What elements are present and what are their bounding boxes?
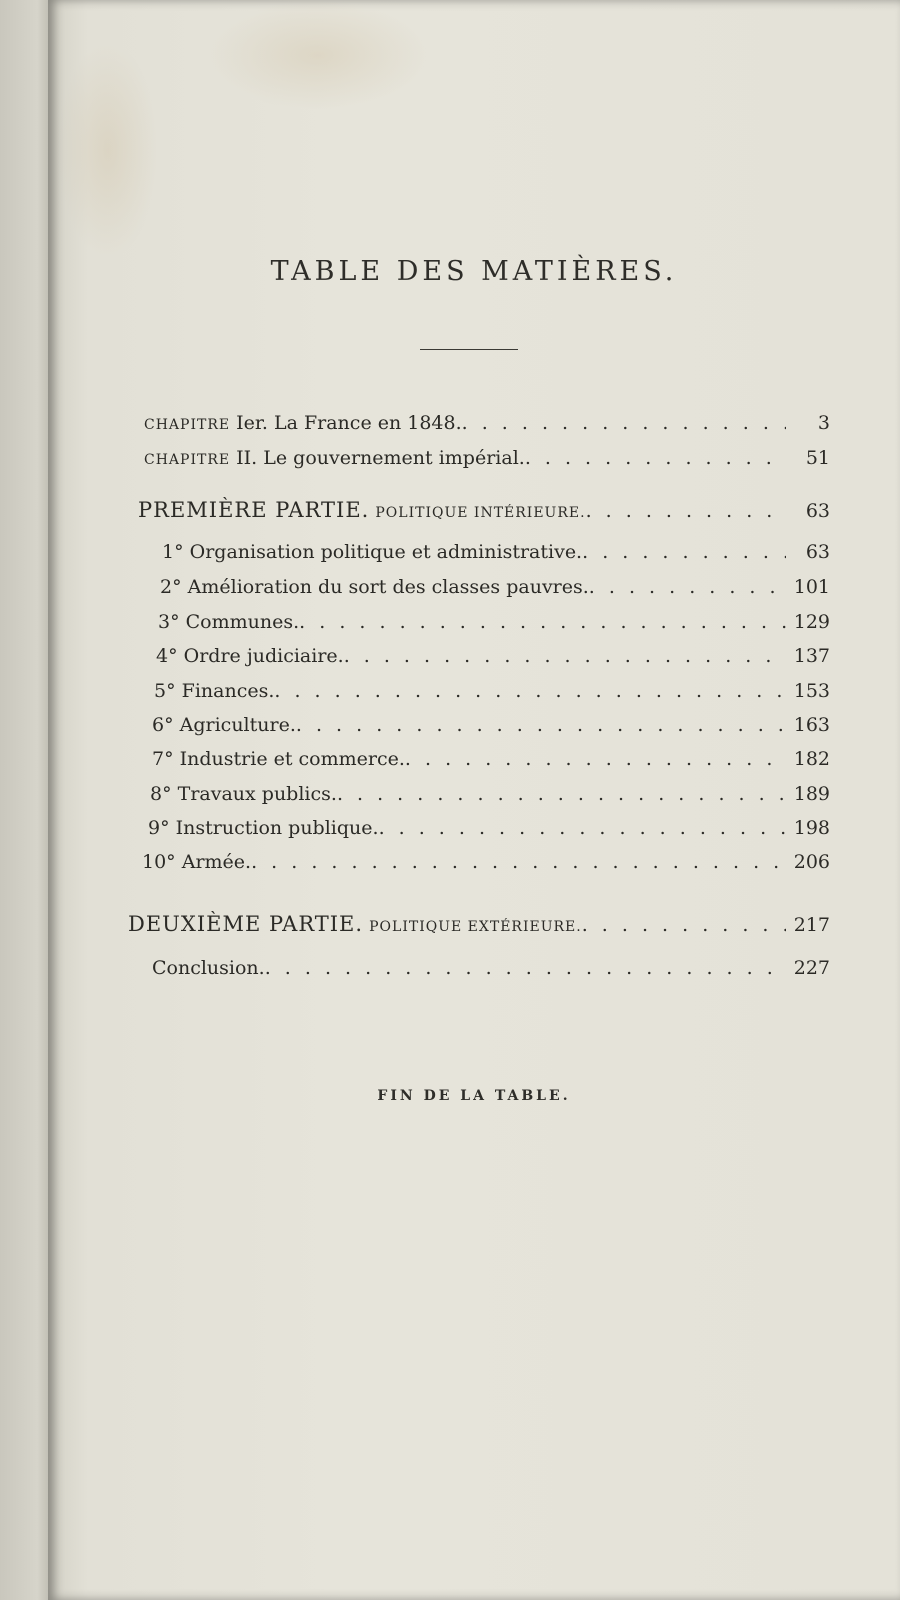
page-number: 217: [793, 914, 830, 936]
page-title: TABLE DES MATIÈRES.: [270, 256, 678, 287]
toc-conclusion[interactable]: [152, 957, 830, 979]
section-title: Finances.: [181, 680, 275, 702]
page-number: 129: [793, 611, 830, 633]
section-number: 5°: [154, 680, 176, 702]
page-number: 101: [793, 576, 830, 598]
section-number: 1°: [162, 541, 184, 563]
section-title: Industrie et commerce.: [179, 748, 405, 770]
water-stain: [208, 0, 428, 110]
page-number: 51: [805, 447, 830, 469]
toc-section[interactable]: [152, 714, 830, 736]
toc-section[interactable]: [158, 611, 830, 633]
dot-leader: [462, 412, 786, 434]
toc-section[interactable]: [142, 851, 830, 873]
section-title: Armée.: [181, 851, 252, 873]
toc-chapter-2[interactable]: [144, 447, 830, 469]
dot-leader: [274, 680, 786, 702]
page-number: 198: [793, 817, 830, 839]
section-number: 8°: [150, 783, 172, 805]
section-title: Amélioration du sort des classes pauvres.: [187, 576, 589, 598]
part-subtitle: POLITIQUE EXTÉRIEURE.: [369, 919, 582, 935]
section-title: Communes.: [185, 611, 300, 633]
section-number: 6°: [152, 714, 174, 736]
page-number: 137: [793, 645, 830, 667]
section-title: Agriculture.: [179, 714, 296, 736]
section-title: Instruction publique.: [175, 817, 379, 839]
chapter-title: Le gouvernement impérial.: [263, 447, 525, 469]
page-number: 153: [793, 680, 830, 702]
dot-leader: [344, 645, 786, 667]
title-divider: [420, 349, 518, 350]
dot-leader: [582, 541, 786, 563]
dot-leader: [405, 748, 786, 770]
chapter-number: Ier.: [236, 412, 268, 434]
page-number: 63: [805, 500, 830, 522]
chapter-label: CHAPITRE: [144, 417, 231, 433]
toc-section[interactable]: [162, 541, 830, 563]
conclusion-title: Conclusion.: [152, 957, 265, 979]
dot-leader: [265, 957, 786, 979]
dot-leader: [337, 783, 786, 805]
dot-leader: [525, 447, 786, 469]
dot-leader: [296, 714, 786, 736]
part-label: DEUXIÈME PARTIE.: [128, 912, 364, 936]
chapter-number: II.: [236, 447, 258, 469]
toc-section[interactable]: [154, 680, 830, 702]
toc-section[interactable]: [150, 783, 830, 805]
section-number: 4°: [156, 645, 178, 667]
toc-part-two[interactable]: [128, 912, 830, 936]
toc-chapter-1[interactable]: [144, 412, 830, 434]
chapter-title: La France en 1848.: [273, 412, 462, 434]
dot-leader: [589, 576, 786, 598]
page-number: 63: [805, 541, 830, 563]
page-number: 189: [793, 783, 830, 805]
part-label: PREMIÈRE PARTIE.: [138, 498, 370, 522]
section-number: 3°: [158, 611, 180, 633]
section-title: Ordre judiciaire.: [183, 645, 344, 667]
toc-part-one[interactable]: [138, 498, 830, 522]
section-number: 7°: [152, 748, 174, 770]
chapter-label: CHAPITRE: [144, 452, 231, 468]
dot-leader: [251, 851, 786, 873]
toc-section[interactable]: [160, 576, 830, 598]
page-number: 206: [793, 851, 830, 873]
dot-leader: [299, 611, 786, 633]
toc-section[interactable]: [152, 748, 830, 770]
part-subtitle: POLITIQUE INTÉRIEURE.: [375, 505, 586, 521]
page-number: 182: [793, 748, 830, 770]
page-number: 227: [793, 957, 830, 979]
water-stain: [58, 40, 158, 260]
section-number: 2°: [160, 576, 182, 598]
end-of-table-note: FIN DE LA TABLE.: [377, 1088, 571, 1104]
toc-section[interactable]: [156, 645, 830, 667]
page-number: 163: [793, 714, 830, 736]
book-page: [48, 0, 900, 1600]
section-title: Organisation politique et administrative.: [189, 541, 583, 563]
dot-leader: [582, 914, 786, 936]
page-number: 3: [817, 412, 830, 434]
dot-leader: [379, 817, 786, 839]
dot-leader: [586, 500, 786, 522]
toc-section[interactable]: [148, 817, 830, 839]
section-number: 9°: [148, 817, 170, 839]
section-number: 10°: [142, 851, 176, 873]
section-title: Travaux publics.: [177, 783, 337, 805]
